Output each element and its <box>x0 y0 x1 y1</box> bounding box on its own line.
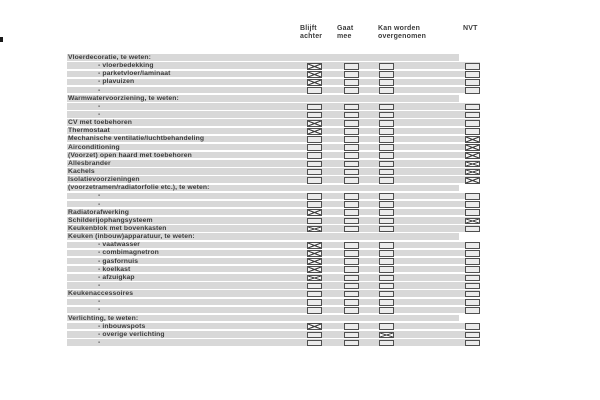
table-row <box>67 86 480 94</box>
row-label: Radiatorafwerking <box>68 208 129 216</box>
row-label: CV met toebehoren <box>68 119 133 127</box>
row-label: Kachels <box>68 167 95 175</box>
row-label: - <box>98 86 101 94</box>
row-band <box>67 323 480 330</box>
row-band <box>67 331 480 338</box>
row-label: - vaatwasser <box>98 241 141 249</box>
table-row <box>67 143 480 151</box>
table-row <box>67 94 480 102</box>
table-row <box>67 110 480 118</box>
checkbox-kan-worden-overgenomen[interactable] <box>379 340 394 347</box>
table-row <box>67 281 480 289</box>
table-row <box>67 69 480 77</box>
row-label: - <box>98 298 101 306</box>
table-row <box>67 330 480 338</box>
table-row <box>67 265 480 273</box>
row-label: - <box>98 338 101 346</box>
row-band <box>67 250 480 257</box>
column-header-line: Kan worden <box>378 25 421 32</box>
table-row <box>67 273 480 281</box>
row-label: - inbouwspots <box>98 322 146 330</box>
table-row <box>67 338 480 346</box>
row-label: Verlichting, te weten: <box>68 314 139 322</box>
row-label: - combimagnetron <box>98 249 159 257</box>
table-row <box>67 200 480 208</box>
row-band <box>67 201 480 208</box>
row-label: - gasfornuis <box>98 257 139 265</box>
row-band <box>67 176 480 183</box>
column-header-line: achter <box>300 32 323 40</box>
row-label: - vloerbedekking <box>98 62 154 70</box>
table-row <box>67 167 480 175</box>
table-row <box>67 175 480 183</box>
row-band <box>67 266 480 273</box>
table-row <box>67 257 480 265</box>
row-label: - parketvloer/laminaat <box>98 70 171 78</box>
checkbox-gaat-mee[interactable] <box>344 340 359 347</box>
column-header-gaat-mee <box>337 25 353 40</box>
row-label: Keuken (inbouw)apparatuur, te weten: <box>68 233 195 241</box>
row-label: - <box>98 306 101 314</box>
checkbox-nvt[interactable] <box>465 340 480 347</box>
column-header-line: Blijft <box>300 25 317 32</box>
row-band <box>67 258 480 265</box>
row-band <box>67 144 480 151</box>
table-row <box>67 314 480 322</box>
row-band <box>67 299 480 306</box>
row-band <box>67 193 480 200</box>
row-band <box>67 307 480 314</box>
column-header-nvt <box>463 25 478 33</box>
row-band <box>67 95 459 102</box>
row-band <box>67 242 480 249</box>
row-label: - afzuigkap <box>98 273 135 281</box>
row-label: Vloerdecoratie, te weten: <box>68 54 151 61</box>
column-header-line: NVT <box>463 25 478 32</box>
row-label: Airconditioning <box>68 143 120 151</box>
row-label: Warmwatervoorziening, te weten: <box>68 94 179 102</box>
column-header-line: overgenomen <box>378 32 427 40</box>
row-label: Isolatievoorzieningen <box>68 176 140 184</box>
table-row <box>67 118 480 126</box>
table-row <box>67 248 480 256</box>
table-row <box>67 232 480 240</box>
table-row <box>67 134 480 142</box>
row-label: - <box>98 281 101 289</box>
scan-artifact-mark <box>0 37 3 42</box>
row-band <box>67 160 480 167</box>
table-row <box>67 151 480 159</box>
row-label: Schilderijophangsysteem <box>68 216 153 224</box>
table-row <box>67 208 480 216</box>
row-band <box>67 185 459 192</box>
table-row <box>67 297 480 305</box>
column-header-kan-worden-overgenomen <box>378 25 426 40</box>
row-band <box>67 111 480 118</box>
table-row <box>67 322 480 330</box>
row-band <box>67 79 480 86</box>
column-header-blijft-achter <box>300 25 322 40</box>
row-label: Mechanische ventilatie/luchtbehandeling <box>68 135 205 143</box>
checkbox-blijft-achter[interactable] <box>307 340 322 347</box>
row-band <box>67 136 480 143</box>
table-row <box>67 61 480 69</box>
row-band <box>67 128 480 135</box>
row-band <box>67 62 480 69</box>
row-label: - koelkast <box>98 265 131 273</box>
table-row <box>67 216 480 224</box>
column-header-line: Gaat <box>337 25 354 32</box>
table-row <box>67 240 480 248</box>
row-band <box>67 209 480 216</box>
row-label: - plavuizen <box>98 78 135 86</box>
row-band <box>67 225 480 232</box>
row-label: Keukenaccessoires <box>68 290 134 298</box>
row-label: - <box>98 200 101 208</box>
table-row <box>67 191 480 199</box>
row-band <box>67 119 480 126</box>
table-row <box>67 305 480 313</box>
table-row <box>67 53 480 61</box>
row-label: Thermostaat <box>68 127 110 135</box>
row-label: - <box>98 102 101 110</box>
row-band <box>67 290 480 297</box>
row-label: Keukenblok met bovenkasten <box>68 224 167 232</box>
row-label: - <box>98 110 101 118</box>
table-row <box>67 126 480 134</box>
column-header-line: mee <box>337 32 352 40</box>
row-label: - overige verlichting <box>98 330 165 338</box>
row-label: (voorzetramen/radiatorfolie etc.), te weten: <box>68 184 210 192</box>
row-band <box>67 233 459 240</box>
row-label: - <box>98 192 101 200</box>
row-band <box>67 103 480 110</box>
row-band <box>67 87 480 94</box>
row-band <box>67 282 480 289</box>
table-row <box>67 183 480 191</box>
table-row <box>67 159 480 167</box>
table-row <box>67 289 480 297</box>
row-band <box>67 315 459 322</box>
row-band <box>67 71 480 78</box>
row-label: (Voorzet) open haard met toebehoren <box>68 151 192 159</box>
row-band <box>67 217 480 224</box>
row-band <box>67 168 480 175</box>
row-band <box>67 152 480 159</box>
row-band <box>67 54 459 61</box>
table-row <box>67 102 480 110</box>
row-label: Allesbrander <box>68 159 111 167</box>
items-table <box>67 53 480 346</box>
row-band <box>67 274 480 281</box>
row-band <box>67 339 480 346</box>
table-row <box>67 224 480 232</box>
table-row <box>67 77 480 85</box>
